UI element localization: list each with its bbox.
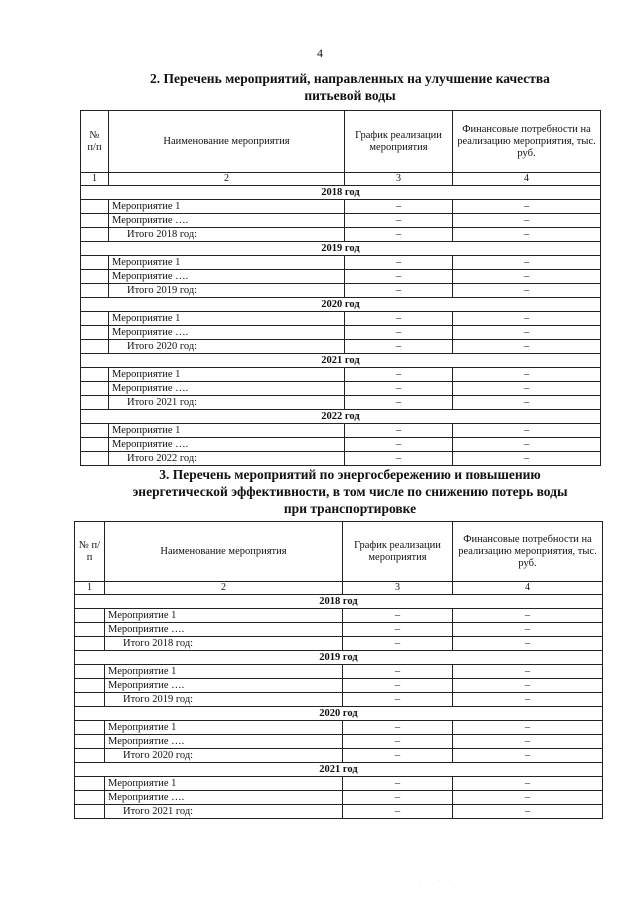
- year-label: 2018 год: [81, 186, 601, 200]
- table-row: [75, 805, 603, 819]
- total-label: Итого 2021 год:: [109, 396, 345, 410]
- finance-cell: –: [453, 270, 601, 284]
- schedule-cell: –: [345, 382, 453, 396]
- total-label: Итого 2021 год:: [105, 805, 343, 819]
- table-row: [81, 312, 601, 326]
- table-row: [81, 200, 601, 214]
- table-row: [75, 749, 603, 763]
- row-number-cell: [75, 693, 105, 707]
- year-label: 2020 год: [75, 707, 603, 721]
- row-number-cell: [81, 200, 109, 214]
- year-group-row: [75, 763, 603, 777]
- section-title-line: 3. Перечень мероприятий по энергосбережению и повышению: [159, 467, 541, 482]
- row-number-cell: [81, 452, 109, 466]
- year-label: 2019 год: [75, 651, 603, 665]
- table-row: [81, 256, 601, 270]
- year-group-row: [81, 298, 601, 312]
- table-row: [75, 721, 603, 735]
- finance-cell: –: [453, 326, 601, 340]
- year-label: 2021 год: [75, 763, 603, 777]
- total-label: Итого 2019 год:: [105, 693, 343, 707]
- finance-cell: –: [453, 777, 603, 791]
- header-name: Наименование мероприятия: [105, 522, 343, 582]
- header-finance: Финансовые потребности на реализацию мероприятия, тыс. руб.: [453, 522, 603, 582]
- table-row: [81, 438, 601, 452]
- index-cell: 4: [453, 582, 603, 595]
- index-cell: 1: [81, 173, 109, 186]
- total-label: Итого 2022 год:: [109, 452, 345, 466]
- table-row: [81, 424, 601, 438]
- row-number-cell: [81, 382, 109, 396]
- scan-artifact: · · · · · ·: [410, 878, 463, 884]
- row-number-cell: [81, 326, 109, 340]
- schedule-cell: –: [343, 749, 453, 763]
- total-label: Итого 2020 год:: [109, 340, 345, 354]
- row-number-cell: [75, 721, 105, 735]
- schedule-cell: –: [345, 312, 453, 326]
- measure-name: Мероприятие 1: [105, 721, 343, 735]
- schedule-cell: –: [343, 791, 453, 805]
- measure-name: Мероприятие ….: [105, 679, 343, 693]
- total-label: Итого 2019 год:: [109, 284, 345, 298]
- measure-name: Мероприятие ….: [109, 438, 345, 452]
- header-finance: Финансовые потребности на реализацию мероприятия, тыс. руб.: [453, 111, 601, 173]
- schedule-cell: –: [343, 777, 453, 791]
- header-name: Наименование мероприятия: [109, 111, 345, 173]
- table-row: [75, 693, 603, 707]
- measures-table-water-quality: [80, 110, 601, 466]
- schedule-cell: –: [345, 340, 453, 354]
- row-number-cell: [81, 312, 109, 326]
- finance-cell: –: [453, 438, 601, 452]
- measure-name: Мероприятие ….: [109, 270, 345, 284]
- section-title-line: энергетической эффективности, в том числе по снижению потерь воды: [132, 484, 568, 499]
- measures-table-energy-saving: [74, 521, 603, 819]
- measure-name: Мероприятие 1: [105, 609, 343, 623]
- finance-cell: –: [453, 424, 601, 438]
- table-row: [75, 735, 603, 749]
- year-group-row: [81, 186, 601, 200]
- total-label: Итого 2018 год:: [109, 228, 345, 242]
- row-number-cell: [81, 340, 109, 354]
- finance-cell: –: [453, 679, 603, 693]
- schedule-cell: –: [343, 735, 453, 749]
- row-number-cell: [81, 284, 109, 298]
- measure-name: Мероприятие 1: [105, 777, 343, 791]
- section-title-line: 2. Перечень мероприятий, направленных на улучшение качества: [150, 71, 550, 86]
- year-group-row: [81, 410, 601, 424]
- measure-name: Мероприятие ….: [109, 326, 345, 340]
- table-row: [81, 228, 601, 242]
- year-group-row: [75, 595, 603, 609]
- table-row: [75, 679, 603, 693]
- finance-cell: –: [453, 312, 601, 326]
- finance-cell: –: [453, 749, 603, 763]
- measure-name: Мероприятие 1: [109, 200, 345, 214]
- row-number-cell: [75, 805, 105, 819]
- schedule-cell: –: [345, 200, 453, 214]
- measure-name: Мероприятие ….: [105, 623, 343, 637]
- year-label: 2020 год: [81, 298, 601, 312]
- year-group-row: [81, 242, 601, 256]
- finance-cell: –: [453, 256, 601, 270]
- index-cell: 1: [75, 582, 105, 595]
- finance-cell: –: [453, 805, 603, 819]
- measure-name: Мероприятие ….: [105, 735, 343, 749]
- measure-name: Мероприятие 1: [109, 368, 345, 382]
- row-number-cell: [75, 609, 105, 623]
- finance-cell: –: [453, 200, 601, 214]
- schedule-cell: –: [343, 665, 453, 679]
- schedule-cell: –: [345, 396, 453, 410]
- schedule-cell: –: [343, 721, 453, 735]
- finance-cell: –: [453, 382, 601, 396]
- measure-name: Мероприятие ….: [109, 382, 345, 396]
- row-number-cell: [75, 679, 105, 693]
- header-schedule: График реализации мероприятия: [345, 111, 453, 173]
- measure-name: Мероприятие 1: [109, 312, 345, 326]
- index-cell: 3: [343, 582, 453, 595]
- header-num: № п/п: [81, 111, 109, 173]
- finance-cell: –: [453, 693, 603, 707]
- index-cell: 2: [109, 173, 345, 186]
- table-row: [81, 452, 601, 466]
- row-number-cell: [75, 791, 105, 805]
- finance-cell: –: [453, 284, 601, 298]
- table-row: [81, 340, 601, 354]
- finance-cell: –: [453, 452, 601, 466]
- index-cell: 2: [105, 582, 343, 595]
- finance-cell: –: [453, 721, 603, 735]
- row-number-cell: [81, 368, 109, 382]
- schedule-cell: –: [345, 228, 453, 242]
- schedule-cell: –: [343, 623, 453, 637]
- measure-name: Мероприятие 1: [109, 256, 345, 270]
- year-label: 2018 год: [75, 595, 603, 609]
- page-number: 4: [317, 46, 323, 60]
- measure-name: Мероприятие ….: [105, 791, 343, 805]
- schedule-cell: –: [345, 368, 453, 382]
- finance-cell: –: [453, 368, 601, 382]
- finance-cell: –: [453, 340, 601, 354]
- schedule-cell: –: [345, 270, 453, 284]
- finance-cell: –: [453, 228, 601, 242]
- table-row: [75, 609, 603, 623]
- finance-cell: –: [453, 665, 603, 679]
- finance-cell: –: [453, 214, 601, 228]
- finance-cell: –: [453, 396, 601, 410]
- row-number-cell: [81, 214, 109, 228]
- finance-cell: –: [453, 735, 603, 749]
- finance-cell: –: [453, 637, 603, 651]
- schedule-cell: –: [345, 424, 453, 438]
- schedule-cell: –: [345, 214, 453, 228]
- year-group-row: [81, 354, 601, 368]
- index-cell: 3: [345, 173, 453, 186]
- table-row: [75, 623, 603, 637]
- row-number-cell: [75, 777, 105, 791]
- table-row: [75, 665, 603, 679]
- measure-name: Мероприятие ….: [109, 214, 345, 228]
- year-label: 2022 год: [81, 410, 601, 424]
- table-row: [81, 368, 601, 382]
- table-row: [75, 637, 603, 651]
- schedule-cell: –: [345, 284, 453, 298]
- table-row: [81, 326, 601, 340]
- section-title-line: питьевой воды: [304, 88, 396, 103]
- section-title-line: при транспортировке: [283, 501, 417, 516]
- row-number-cell: [81, 424, 109, 438]
- row-number-cell: [75, 637, 105, 651]
- finance-cell: –: [453, 609, 603, 623]
- row-number-cell: [81, 228, 109, 242]
- measure-name: Мероприятие 1: [105, 665, 343, 679]
- table-row: [81, 270, 601, 284]
- finance-cell: –: [453, 623, 603, 637]
- row-number-cell: [81, 256, 109, 270]
- table-row: [75, 791, 603, 805]
- schedule-cell: –: [345, 438, 453, 452]
- year-label: 2019 год: [81, 242, 601, 256]
- row-number-cell: [75, 735, 105, 749]
- row-number-cell: [81, 270, 109, 284]
- row-number-cell: [81, 438, 109, 452]
- header-schedule: График реализации мероприятия: [343, 522, 453, 582]
- total-label: Итого 2020 год:: [105, 749, 343, 763]
- schedule-cell: –: [343, 609, 453, 623]
- schedule-cell: –: [343, 679, 453, 693]
- schedule-cell: –: [345, 326, 453, 340]
- year-group-row: [75, 651, 603, 665]
- table-row: [81, 396, 601, 410]
- section-2-title: [80, 70, 620, 104]
- year-group-row: [75, 707, 603, 721]
- row-number-cell: [75, 623, 105, 637]
- schedule-cell: –: [343, 693, 453, 707]
- row-number-cell: [81, 396, 109, 410]
- table-row: [81, 382, 601, 396]
- total-label: Итого 2018 год:: [105, 637, 343, 651]
- finance-cell: –: [453, 791, 603, 805]
- schedule-cell: –: [343, 637, 453, 651]
- schedule-cell: –: [345, 452, 453, 466]
- table-row: [81, 214, 601, 228]
- measure-name: Мероприятие 1: [109, 424, 345, 438]
- schedule-cell: –: [345, 256, 453, 270]
- row-number-cell: [75, 665, 105, 679]
- year-label: 2021 год: [81, 354, 601, 368]
- row-number-cell: [75, 749, 105, 763]
- section-3-title: [80, 466, 620, 517]
- index-cell: 4: [453, 173, 601, 186]
- table-row: [81, 284, 601, 298]
- table-row: [75, 777, 603, 791]
- schedule-cell: –: [343, 805, 453, 819]
- header-num: № п/п: [75, 522, 105, 582]
